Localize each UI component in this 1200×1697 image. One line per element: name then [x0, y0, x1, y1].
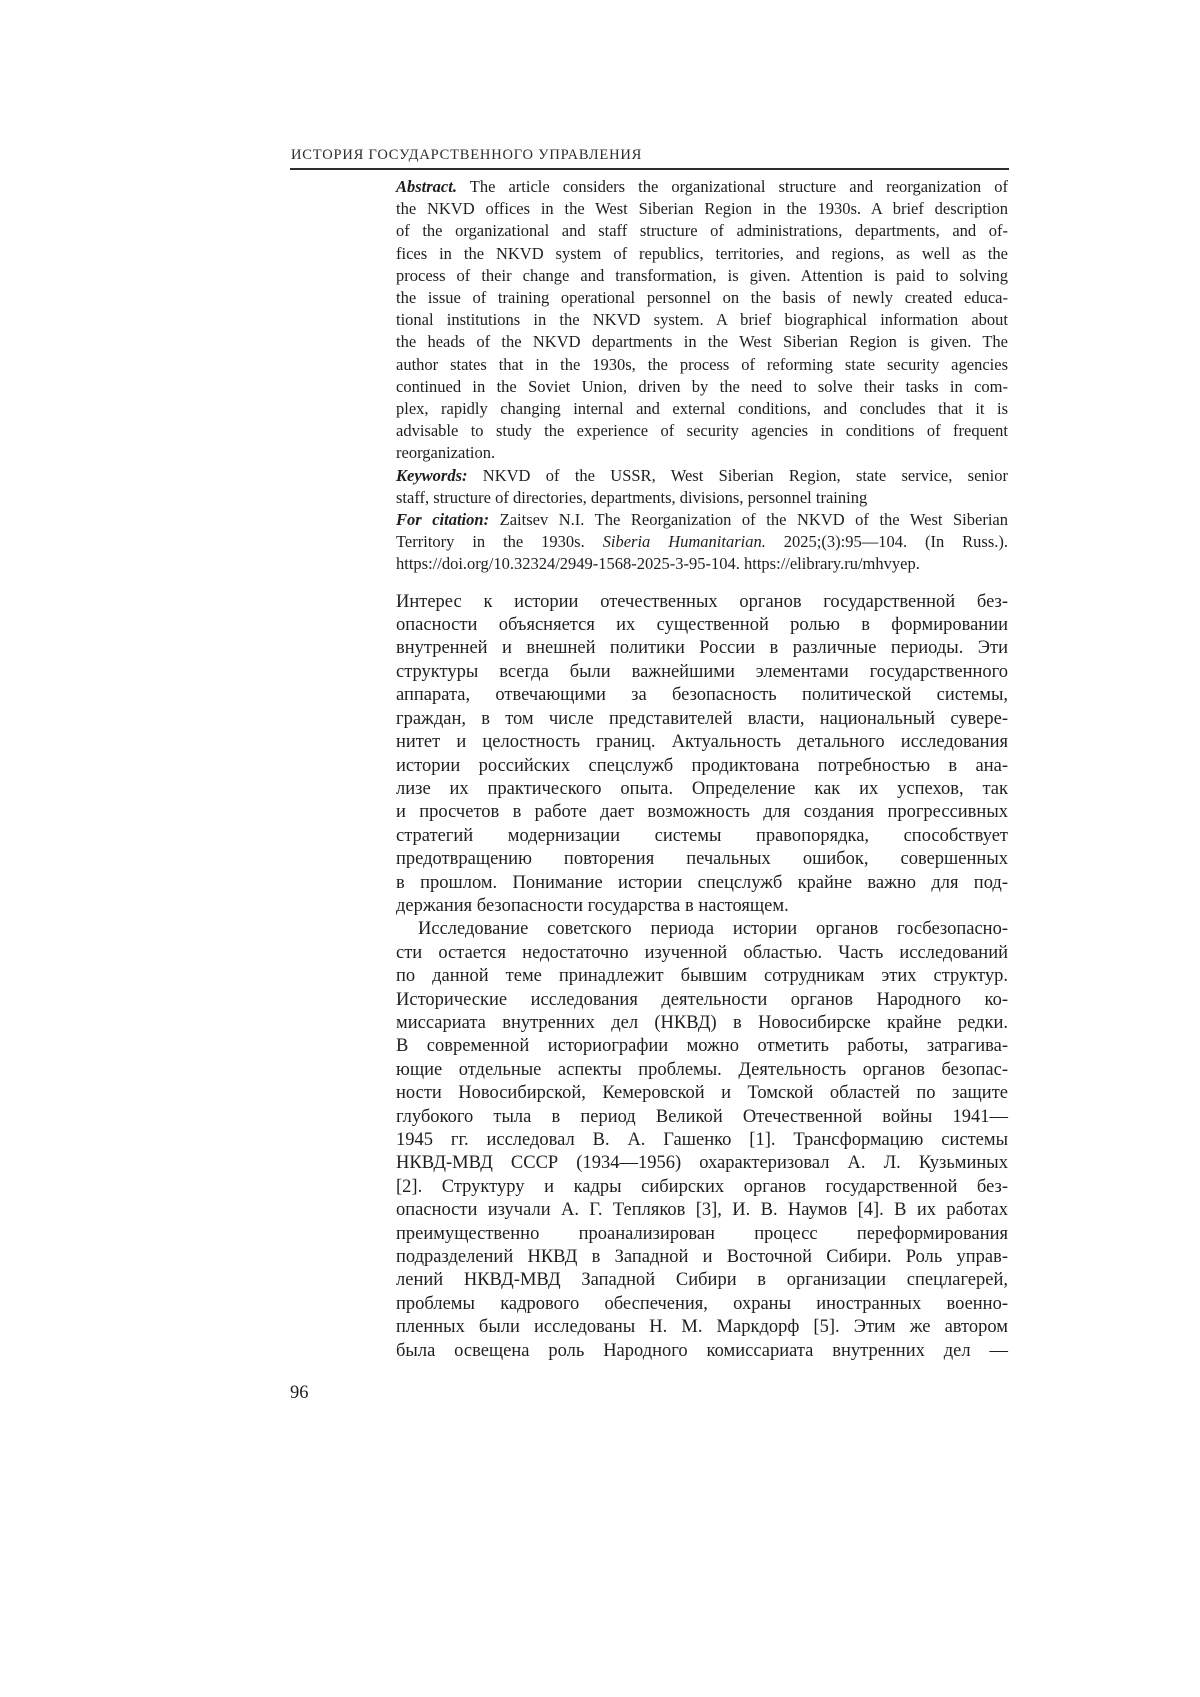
keywords-last-line-text: staff, structure of directories, departments, divisions, personnel training [396, 487, 868, 507]
body-paragraph-1-text: Интерес к истории отечественных органов государственной без- опасности объясняется их существенной ролью в формировании внутренней и внешней политики России в различные периоды. Эти структуры всегда были важнейшими элементами государственного аппарата, отвечающими за безопасность политической системы, граждан, в том числе представителей власти, национальный сувере- нитет и целостность границ. Актуальность детального исследования истории российских спецслужб продиктована потребностью в ана- лизе их практического опыта. Определение как их успехов, так и просчетов в работе дает возможность для создания прогрессивных стратегий модернизации системы правопорядка, способствует предотвращению повторения печальных ошибок, совершенных в прошлом. Понимание истории спецслужб крайне важно для под- [396, 591, 1008, 893]
citation-paragraph [396, 509, 1008, 553]
article-body [396, 591, 1008, 1363]
citation-links-line [396, 553, 1008, 575]
citation-text-2: 2025;(3):95—104. (In Russ.). [765, 532, 1008, 552]
abstract-paragraph [396, 176, 1008, 442]
header-rule [290, 168, 1009, 170]
body-paragraph-1-last-line-text: держания безопасности государства в настоящем. [396, 895, 789, 916]
body-paragraph-1-last-line [396, 895, 1008, 918]
text-column [396, 176, 1008, 1363]
body-paragraph-2 [396, 918, 1008, 1363]
citation-label: For citation: [396, 510, 490, 530]
abstract-label: Abstract. [396, 177, 457, 196]
abstract-text: The article considers the organizational structure and reorganization of the NKVD offices in the West Siberian Region in the 1930s. A brief description of the organizational and staff structure of administrations, departments, and of- fices in the NKVD system of republics, territories, and regions, as well as the process of their change and transformation, is given. Attention is paid to solving the issue of training operational personnel on the basis of newly created educa- tional institutions in the NKVD system. A brief biographical information about the heads of the NKVD departments in the West Siberian Region is given. The author states that in the 1930s, the process of reforming state security agencies continued in the Soviet Union, driven by the need to solve their tasks in com- plex, rapidly changing internal and external conditions, and concludes that it is advisable to study the experience of security agencies in conditions of frequent [396, 177, 1008, 441]
citation-journal-title: Siberia Humanitarian. [602, 532, 766, 552]
keywords-last-line [396, 487, 1008, 509]
body-paragraph-2-text: Исследование советского периода истории органов госбезопасно- сти остается недостаточно изученной областью. Часть исследований по данной теме принадлежит бывшим сотрудникам этих структур. Исторические исследования деятельности органов Народного ко- миссариата внутренних дел (НКВД) в Новосибирске крайне редки. В современной историографии можно отметить работы, затрагива- ющие отдельные аспекты проблемы. Деятельность органов безопас- ности Новосибирской, Кемеровской и Томской областей по защите глубокого тыла в период Великой Отечественной войны 1941— 1945 гг. исследовал В. А. Гашенко [1]. Трансформацию системы НКВД-МВД СССР (1934—1956) охарактеризовал А. Л. Кузьминых [2]. Структуру и кадры сибирских органов государственной без- опасности изучали А. Г. Тепляков [3], И. В. Наумов [4]. В их работах преимущественно проанализирован процесс переформирования подразделений НКВД в Западной и Восточной Сибири. Роль управ- лений НКВД-МВД Западной Сибири в организации спецлагерей, проблемы кадрового обеспечения, охраны иностранных военно- пленных были исследованы Н. М. Маркдорф [5]. Этим же автором была освещена роль Народного комиссариата внутренних дел — [396, 919, 1008, 1361]
citation-text-1: Zaitsev N.I. The Reorganization of the NKVD of the West Siberian Territory in the 1930s. [396, 510, 1008, 552]
keywords-label: Keywords: [396, 465, 468, 485]
front-matter [396, 176, 1008, 576]
keywords-text: NKVD of the USSR, West Siberian Region, state service, senior [467, 465, 1008, 485]
citation-links-text: https://doi.org/10.32324/2949-1568-2025-3-95-104. https://elibrary.ru/mhvyep. [396, 554, 920, 574]
abstract-last-line-text: reorganization. [396, 443, 496, 463]
body-paragraph-1 [396, 591, 1008, 895]
page-number: 96 [290, 1383, 309, 1403]
abstract-last-line [396, 442, 1008, 464]
running-header: ИСТОРИЯ ГОСУДАРСТВЕННОГО УПРАВЛЕНИЯ [291, 147, 643, 163]
keywords-paragraph [396, 465, 1008, 487]
